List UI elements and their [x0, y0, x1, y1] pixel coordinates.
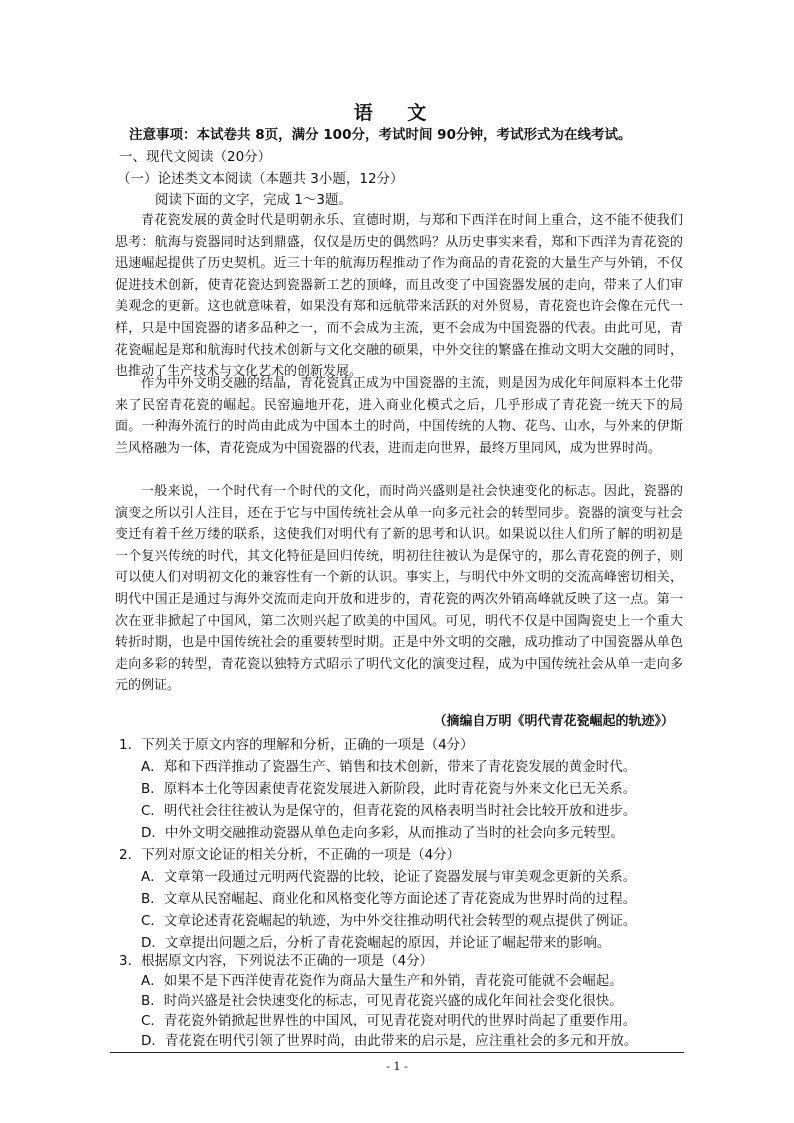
passage-paragraph-3: 一般来说，一个时代有一个时代的文化，而时尚兴盛则是社会快速变化的标志。因此，瓷器的演变之所以引人注目，还在于它与中国传统社会从单一向多元社会的转型同步。瓷器的演变与社会变迁有着千丝万缕的联系，这使我们对明代有了新的思考和认识。如果说以往人们所了解的明初是一个复兴传统的时代，其文化特征是回归传统，明初往往被认为是保守的，那么青花瓷的例子，则可以使人们对明初文化的兼容性有一个新的认识。事实上，与明代中外文明的交流高峰密切相关，明代中国正是通过与海外交流而走向开放和进步的，青花瓷的两次外销高峰就反映了这一点。第一次在亚非掀起了中国风，第二次则兴起了欧美的中国风。可见，明代不仅是中国陶瓷史上一个重大转折时期，也是中国传统社会的重要转型时期。正是中外文明的交融，成功推动了中国瓷器从单色走向多彩的转型，青花瓷以独特方式昭示了明代文化的演变过程，成为中国传统社会从单一走向多元的例证。 — [115, 484, 683, 694]
question-1-option-d: D．中外文明交融推动瓷器从单色走向多彩，从而推动了当时的社会向多元转型。 — [141, 825, 624, 841]
subsection-heading: （一）论述类文本阅读（本题共 3小题，12分） — [117, 171, 404, 187]
question-3-stem: 3．根据原文内容，下列说法不正确的一项是（4分） — [119, 953, 434, 969]
question-2-option-b: B．文章从民窑崛起、商业化和风格变化等方面论述了青花瓷成为世界时尚的过程。 — [141, 891, 637, 907]
source-citation: （摘编自万明《明代青花瓷崛起的轨迹》） — [433, 714, 674, 729]
question-3-option-d: D．青花瓷在明代引领了世界时尚，由此带来的启示是，应注重社会的多元和开放。 — [141, 1033, 638, 1049]
question-1-option-b: B．原料本土化等因素使青花瓷发展进入新阶段，此时青花瓷与外来文化已无关系。 — [141, 781, 637, 797]
page-title: 语 文 — [353, 102, 441, 124]
passage-paragraph-1: 青花瓷发展的黄金时代是明朝永乐、宣德时期，与郑和下西洋在时间上重合，这不能不使我们思考：航海与瓷器同时达到鼎盛，仅仅是历史的偶然吗？从历史事实来看，郑和下西洋为青花瓷的迅速崛起提供了历史契机。近三十年的航海历程推动了作为商品的青花瓷的大量生产与外销，不仅促进技术创新，使青花瓷达到瓷器新工艺的顶峰，而且改变了中国瓷器发展的走向，带来了人们审美观念的更新。这也就意味着，如果没有郑和远航带来活跃的对外贸易，青花瓷也许会像在元代一样，只是中国瓷器的诸多品种之一，而不会成为主流，更不会成为中国瓷器的代表。由此可见，青花瓷崛起是郑和航海时代技术创新与文化交融的硕果，中外交往的繁盛在推动文明大交融的同时，也推动了生产技术与文化艺术的创新发展。 — [115, 213, 683, 380]
question-2-stem: 2．下列对原文论证的相关分析，不正确的一项是（4分） — [119, 847, 461, 863]
page-number: - 1 - — [386, 1060, 408, 1073]
question-2-option-c: C．文章论述青花瓷崛起的轨迹，为中外交往推动明代社会转型的观点提供了例证。 — [141, 913, 637, 929]
question-1-option-c: C．明代社会往往被认为是保守的，但青花瓷的风格表明当时社会比较开放和进步。 — [141, 803, 637, 819]
question-3-option-c: C．青花瓷外销掀起世界性的中国风，可见青花瓷对明代的世界时尚起了重要作用。 — [141, 1013, 637, 1029]
notice-text: 注意事项：本试卷共 8页，满分 100分，考试时间 90分钟，考试形式为在线考试。 — [129, 127, 632, 143]
footer-divider — [110, 1052, 684, 1053]
question-1-option-a: A．郑和下西洋推动了瓷器生产、销售和技术创新，带来了青花瓷发展的黄金时代。 — [141, 759, 637, 775]
question-2-option-d: D．文章提出问题之后，分析了青花瓷崛起的原因，并论证了崛起带来的影响。 — [141, 935, 611, 951]
question-1-stem: 1．下列关于原文内容的理解和分析，正确的一项是（4分） — [119, 737, 474, 753]
question-3-option-b: B．时尚兴盛是社会快速变化的标志，可见青花瓷兴盛的成化年间社会变化很快。 — [141, 993, 623, 1009]
question-2-option-a: A．文章第一段通过元明两代瓷器的比较，论证了瓷器发展与审美观念更新的关系。 — [141, 869, 637, 885]
passage-paragraph-2: 作为中外文明交融的结晶，青花瓷真正成为中国瓷器的主流，则是因为成化年间原料本土化带来了民窑青花瓷的崛起。民窑遍地开花，进入商业化模式之后，几乎形成了青花瓷一统天下的局面。一种海外流行的时尚由此成为中国本土的时尚，中国传统的人物、花鸟、山水，与外来的伊斯兰风格融为一体，青花瓷成为中国瓷器的代表，进而走向世界，最终万里同风，成为世界时尚。 — [115, 376, 683, 456]
question-3-option-a: A．如果不是下西洋使青花瓷作为商品大量生产和外销，青花瓷可能就不会崛起。 — [141, 973, 623, 989]
section-heading: 一、现代文阅读（20分） — [119, 149, 272, 165]
reading-instruction: 阅读下面的文字，完成 1～3题。 — [155, 192, 352, 208]
